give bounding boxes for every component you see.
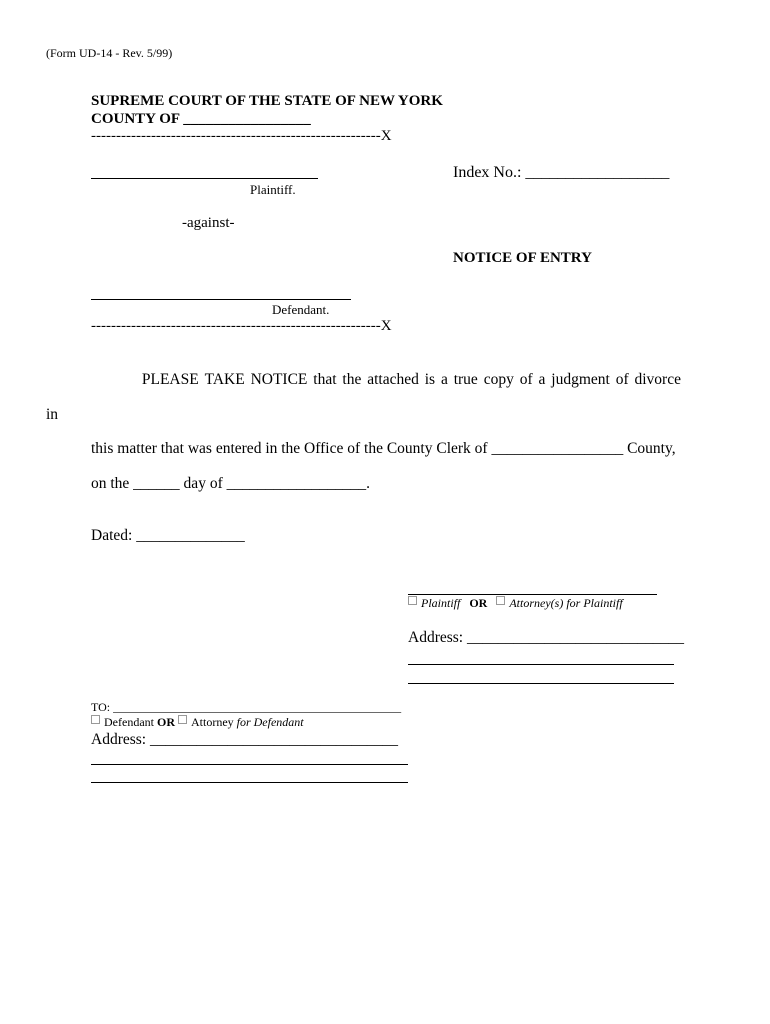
word: attached [367, 371, 419, 388]
recipient-to-field: TO: ________________________________________________ [91, 700, 402, 714]
attorney-defendant-checkbox[interactable] [178, 715, 187, 724]
word: copy [483, 371, 514, 388]
against-label: -against- [182, 215, 235, 231]
court-name: SUPREME COURT OF THE STATE OF NEW YORK [91, 93, 443, 109]
plaintiff-option-label: Plaintiff [421, 596, 461, 610]
word: is [424, 371, 436, 388]
recipient-role [91, 715, 304, 730]
word: divorce [634, 371, 681, 388]
dated-field: Dated: ______________ [91, 527, 245, 544]
notice-paragraph-line1 [91, 371, 681, 389]
index-number: Index No.: __________________ [453, 164, 670, 181]
word: TAKE [204, 371, 245, 388]
signer-role [408, 596, 623, 611]
defendant-name-line [91, 299, 351, 300]
defendant-checkbox[interactable] [91, 715, 100, 724]
word: that [313, 371, 337, 388]
county-field: COUNTY OF _________________ [91, 111, 311, 127]
plaintiff-checkbox[interactable] [408, 596, 417, 605]
or-label: OR [156, 715, 175, 729]
for-defendant-label: for Defendant [236, 715, 304, 729]
plaintiff-name-line [91, 178, 318, 179]
sender-address-line2 [408, 664, 674, 665]
attorney-option-label: Attorney [190, 715, 234, 729]
plaintiff-label: Plaintiff. [250, 182, 296, 197]
recipient-address-field: Address: ________________________________ [91, 731, 398, 748]
word: PLEASE [141, 371, 199, 388]
sender-address-field: Address: ____________________________ [408, 629, 684, 646]
word: of [519, 371, 533, 388]
word: the [342, 371, 362, 388]
recipient-address-line3 [91, 782, 408, 783]
defendant-label: Defendant. [272, 302, 330, 317]
notice-paragraph-wrap: in [46, 406, 59, 423]
defendant-option-label: Defendant [104, 715, 154, 729]
word: judgment [551, 371, 610, 388]
signature-line [408, 594, 657, 595]
attorney-plaintiff-checkbox[interactable] [496, 596, 505, 605]
attorney-plaintiff-label: Attorney(s) for Plaintiff [509, 596, 623, 610]
word: of [615, 371, 629, 388]
word: a [440, 371, 448, 388]
or-label: OR [469, 596, 488, 610]
caption-separator-bottom: ----------------------------------------------------------X [91, 318, 392, 334]
word: true [453, 371, 478, 388]
entry-date-line: on the ______ day of __________________. [91, 475, 370, 492]
form-id: (Form UD-14 - Rev. 5/99) [46, 46, 173, 60]
recipient-address-line2 [91, 764, 408, 765]
notice-paragraph-line2: this matter that was entered in the Office of the County Clerk of _________________ County, [91, 440, 676, 457]
word: NOTICE [250, 371, 308, 388]
word: a [538, 371, 546, 388]
sender-address-line3 [408, 683, 674, 684]
caption-separator-top: ----------------------------------------------------------X [91, 128, 392, 144]
document-title: NOTICE OF ENTRY [453, 250, 592, 266]
